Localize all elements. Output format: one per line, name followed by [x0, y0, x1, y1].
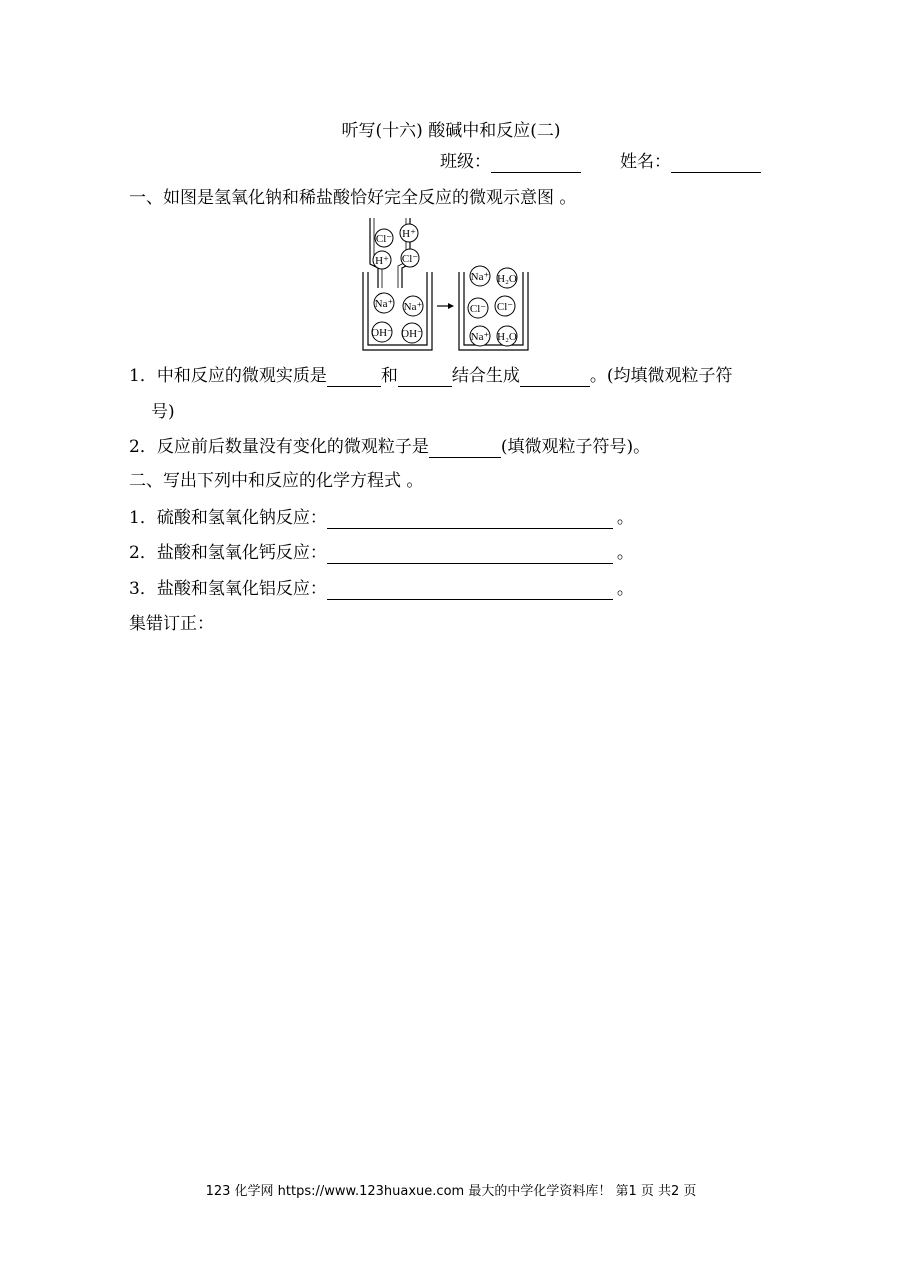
- question-1-continuation: 号): [151, 402, 175, 422]
- item-text: 硫酸和氢氧化钠反应：: [156, 508, 327, 528]
- ion-h-2: H⁺: [375, 255, 389, 267]
- item-number: 3．: [129, 579, 157, 599]
- question-text: 中和反应的微观实质是: [156, 366, 327, 386]
- question-text: 和: [380, 366, 398, 386]
- ion-na-2: Na⁺: [403, 301, 423, 313]
- section1-heading: 一、如图是氢氧化钠和稀盐酸恰好完全反应的微观示意图 。: [129, 188, 577, 208]
- equation-blank-3[interactable]: [327, 581, 613, 600]
- product-cl-1: Cl⁻: [469, 303, 487, 315]
- question-text: 。(均填微观粒子符: [589, 366, 733, 386]
- ion-oh-1: OH⁻: [371, 327, 393, 339]
- page-footer: 123 化学网 https://www.123huaxue.com 最大的中学化学资料库！ 第1 页 共2 页: [205, 1184, 697, 1199]
- item-end: 。: [616, 543, 634, 563]
- question-text: 结合生成: [451, 366, 520, 386]
- product-cl-2: Cl⁻: [496, 301, 514, 313]
- equation-item-2: [129, 542, 634, 564]
- name-field: [620, 151, 761, 173]
- item-number: 1．: [129, 508, 157, 528]
- item-text: 盐酸和氢氧化钙反应：: [156, 543, 327, 563]
- equation-blank-1[interactable]: [327, 510, 613, 529]
- product-water-1: H₂O: [497, 273, 517, 285]
- reaction-diagram: [360, 216, 535, 356]
- question-1: [129, 365, 732, 387]
- question-number: 1．: [129, 366, 157, 386]
- section2-heading: 二、写出下列中和反应的化学方程式 。: [129, 471, 424, 491]
- correction-label: 集错订正：: [129, 614, 214, 634]
- item-text: 盐酸和氢氧化铝反应：: [156, 579, 327, 599]
- equation-item-1: [129, 507, 634, 529]
- class-label: 班级：: [440, 152, 491, 172]
- ion-h-1: H⁺: [402, 228, 416, 240]
- question-2: [129, 436, 650, 458]
- ion-cl-2: Cl⁻: [401, 253, 419, 265]
- question-text: 反应前后数量没有变化的微观粒子是: [156, 437, 429, 457]
- question-text: (填微观粒子符号)。: [500, 437, 651, 457]
- name-label: 姓名：: [620, 152, 671, 172]
- arrow-head: [448, 303, 454, 309]
- answer-blank-2[interactable]: [398, 368, 452, 387]
- item-end: 。: [616, 579, 634, 599]
- equation-blank-2[interactable]: [327, 545, 613, 564]
- question-number: 2．: [129, 437, 157, 457]
- ion-oh-2: OH⁻: [401, 328, 423, 340]
- product-na-1: Na⁺: [470, 271, 490, 283]
- ion-cl-1: Cl⁻: [375, 233, 393, 245]
- answer-blank-4[interactable]: [429, 439, 501, 458]
- answer-blank-1[interactable]: [327, 368, 381, 387]
- item-end: 。: [616, 508, 634, 528]
- item-number: 2．: [129, 543, 157, 563]
- answer-blank-3[interactable]: [520, 368, 590, 387]
- page-title: 听写(十六) 酸碱中和反应(二): [341, 121, 561, 141]
- class-blank[interactable]: [491, 154, 581, 173]
- product-na-2: Na⁺: [470, 331, 490, 343]
- product-water-2: H₂O: [497, 331, 517, 343]
- equation-item-3: [129, 578, 634, 600]
- ion-na-1: Na⁺: [374, 298, 394, 310]
- class-field: [440, 151, 581, 173]
- name-blank[interactable]: [671, 154, 761, 173]
